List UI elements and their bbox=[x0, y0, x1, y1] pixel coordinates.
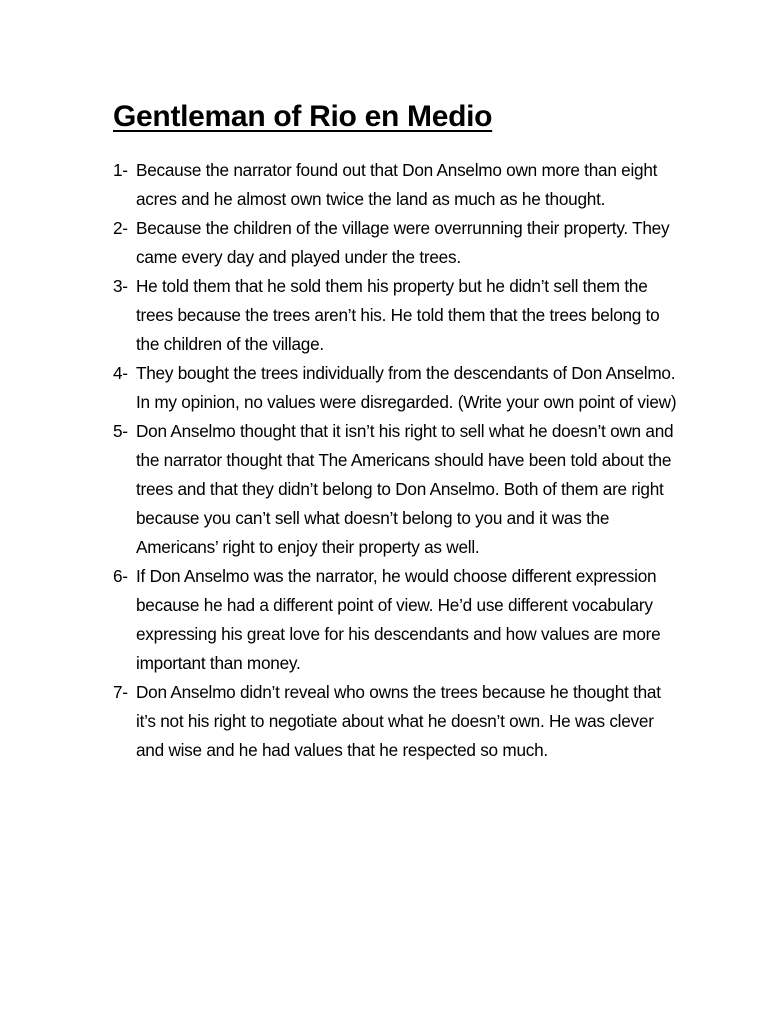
document-title: Gentleman of Rio en Medio bbox=[113, 100, 493, 133]
answer-text: If Don Anselmo was the narrator, he would choose different expression because he had a different point of view. He’d use different vocabulary expressing his great love for his descendants and how values are more important than money. bbox=[136, 566, 661, 673]
answer-number: 4- bbox=[113, 363, 128, 383]
answer-number: 6- bbox=[113, 566, 128, 586]
answer-number: 1- bbox=[113, 160, 128, 180]
answer-text: Don Anselmo didn’t reveal who owns the trees because he thought that it’s not his right to negotiate about what he doesn’t own. He was clever and wise and he had values that he respected so much. bbox=[136, 682, 661, 760]
answer-list bbox=[113, 156, 683, 765]
answer-item-3 bbox=[113, 272, 683, 359]
answer-number: 5- bbox=[113, 421, 128, 441]
answer-item-1 bbox=[113, 156, 683, 214]
answer-text: Because the children of the village were overrunning their property. They came every day and played under the trees. bbox=[136, 218, 670, 267]
answer-item-7 bbox=[113, 678, 683, 765]
answer-text: Because the narrator found out that Don Anselmo own more than eight acres and he almost own twice the land as much as he thought. bbox=[136, 160, 658, 209]
answer-item-6 bbox=[113, 562, 683, 678]
answer-text: He told them that he sold them his property but he didn’t sell them the trees because the trees aren’t his. He told them that the trees belong to the children of the village. bbox=[136, 276, 660, 354]
answer-text: They bought the trees individually from the descendants of Don Anselmo. In my opinion, no values were disregarded. (Write your own point of view) bbox=[136, 363, 677, 412]
answer-item-5 bbox=[113, 417, 683, 562]
answer-number: 3- bbox=[113, 276, 128, 296]
answer-number: 2- bbox=[113, 218, 128, 238]
answer-item-4 bbox=[113, 359, 683, 417]
answer-item-2 bbox=[113, 214, 683, 272]
answer-number: 7- bbox=[113, 682, 128, 702]
answer-text: Don Anselmo thought that it isn’t his right to sell what he doesn’t own and the narrator thought that The Americans should have been told about the trees and that they didn’t belong to Don Anselmo. Both of them are right because you can’t sell what doesn’t belong to you and it was the Americans’ right to enjoy their property as well. bbox=[136, 421, 674, 557]
